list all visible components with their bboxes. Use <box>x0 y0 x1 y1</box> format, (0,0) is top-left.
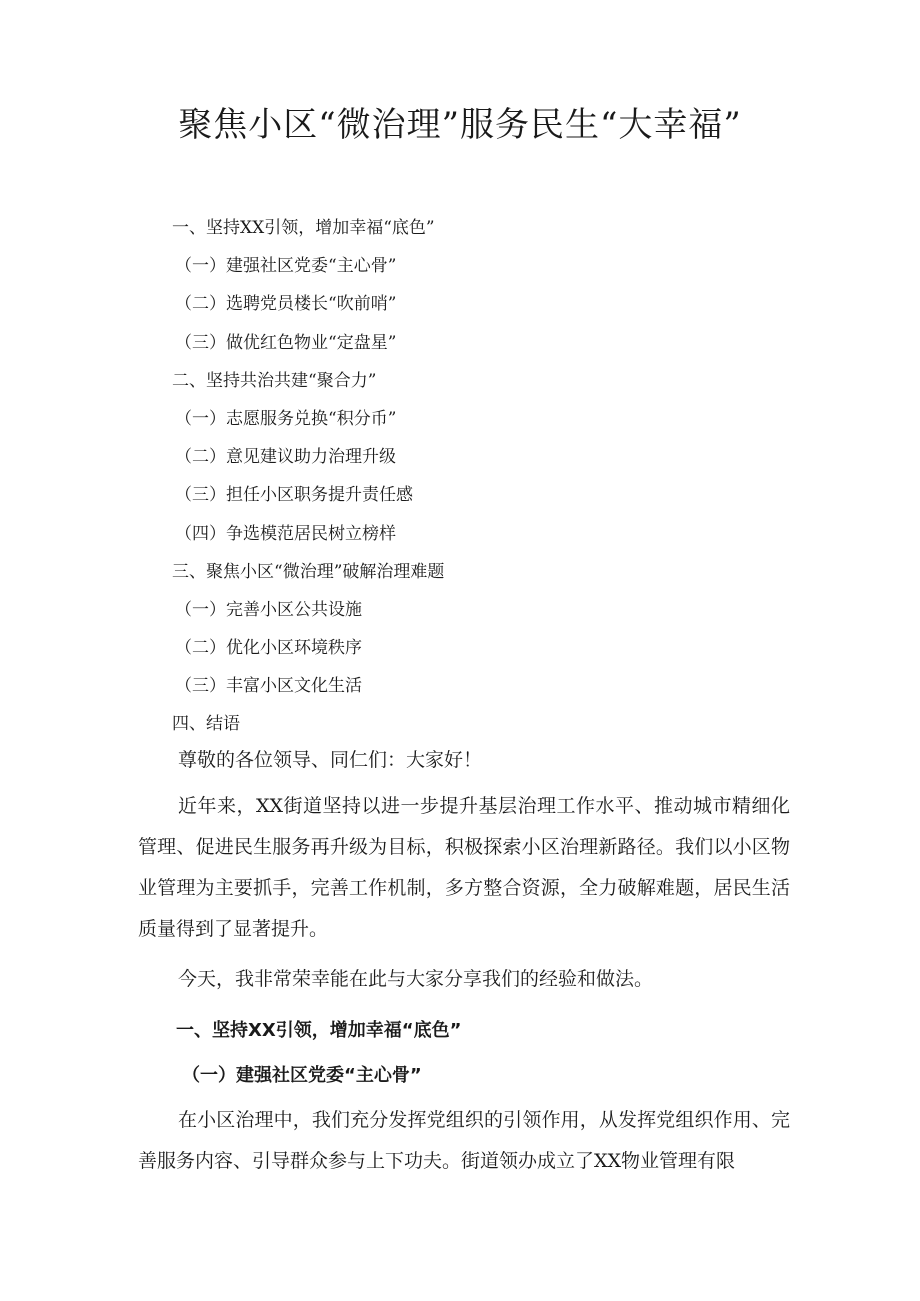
toc-item: （一）完善小区公共设施 <box>175 599 362 620</box>
toc-item: （二）优化小区环境秩序 <box>175 638 362 659</box>
section-heading: 一、坚持XX引领，增加幸福“底色” <box>176 1020 462 1041</box>
table-of-contents <box>172 209 444 744</box>
body-paragraph: 近年来，XX街道坚持以进一步提升基层治理工作水平、推动城市精细化管理、促进民生服务再升级为目标，积极探索小区治理新路径。我们以小区物业管理为主要抓手，完善工作机制，多方整合资源，全力破解难题，居民生活质量得到了显著提升。 <box>138 795 790 940</box>
greeting-line: 尊敬的各位领导、同仁们：大家好！ <box>178 749 483 771</box>
toc-item: （三）担任小区职务提升责任感 <box>175 485 413 506</box>
toc-item: （三）做优红色物业“定盘星” <box>175 332 397 353</box>
toc-item: （一）志愿服务兑换“积分币” <box>175 408 397 429</box>
toc-item: 三、聚焦小区“微治理”破解治理难题 <box>172 561 445 582</box>
toc-item: 一、坚持XX引领，增加幸福“底色” <box>172 218 435 238</box>
document-title: 聚焦小区“微治理”服务民生“大幸福” <box>178 105 742 145</box>
document-body <box>138 740 790 1182</box>
body-paragraph: 在小区治理中，我们充分发挥党组织的引领作用，从发挥党组织作用、完善服务内容、引导群众参与上下功夫。街道领办成立了XX物业管理有限 <box>138 1109 790 1172</box>
subsection-heading: （一）建强社区党委“主心骨” <box>182 1065 422 1086</box>
toc-item: 四、结语 <box>172 714 240 735</box>
toc-item: （三）丰富小区文化生活 <box>175 676 362 697</box>
body-paragraph: 今天，我非常荣幸能在此与大家分享我们的经验和做法。 <box>178 968 654 990</box>
toc-item: （二）选聘党员楼长“吹前哨” <box>175 294 397 315</box>
toc-item: （一）建强社区党委“主心骨” <box>175 256 397 277</box>
toc-item: （四）争选模范居民树立榜样 <box>175 523 396 544</box>
toc-item: （二）意见建议助力治理升级 <box>175 447 396 468</box>
toc-item: 二、坚持共治共建“聚合力” <box>172 370 377 391</box>
